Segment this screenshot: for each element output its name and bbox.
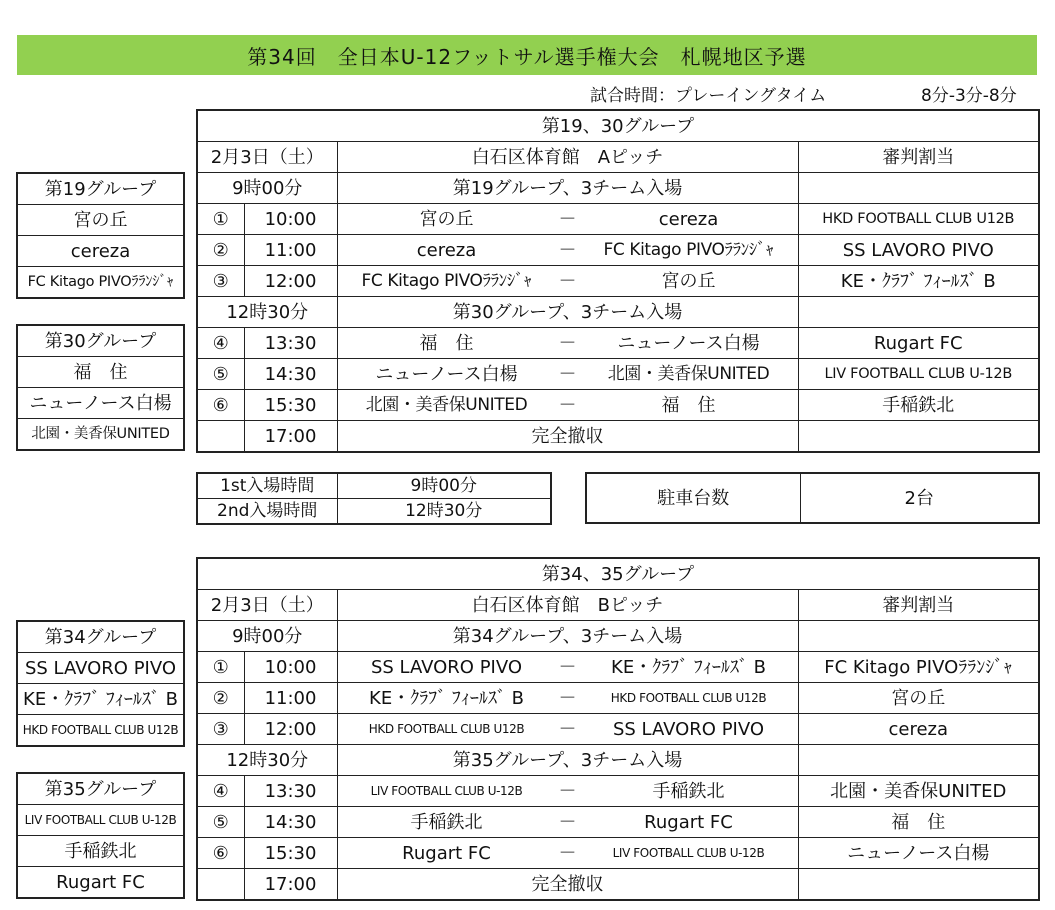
match-row <box>197 683 1039 714</box>
group-team: 手稲鉄北 <box>17 836 184 867</box>
referee: cereza <box>798 714 1039 745</box>
home-team: 北園・美香保UNITED <box>365 394 528 415</box>
matchup <box>337 838 798 869</box>
vs-separator: － <box>558 270 577 292</box>
match-time: 14:30 <box>244 359 337 390</box>
empty-cell <box>798 297 1039 328</box>
entry-row <box>197 297 1039 328</box>
parking-box <box>585 472 1040 524</box>
parking-label: 駐車台数 <box>586 473 800 523</box>
empty-cell <box>798 869 1039 901</box>
entry-text: 第30グループ、3チーム入場 <box>337 297 798 328</box>
matchup <box>337 266 798 297</box>
away-team: Rugart FC <box>644 811 733 833</box>
match-row <box>197 204 1039 235</box>
group-team: FC Kitago PIVOﾗﾗﾝｼﾞｬ <box>17 267 184 299</box>
match-no: ⑤ <box>197 807 244 838</box>
schedule-a-venue: 白石区体育館 Aピッチ <box>337 142 798 173</box>
empty-cell <box>197 869 244 901</box>
match-time: 13:30 <box>244 776 337 807</box>
away-team: SS LAVORO PIVO <box>612 718 765 740</box>
match-time-label: 試合時間：プレーイングタイム <box>590 86 827 106</box>
closing-time: 17:00 <box>244 869 337 901</box>
vs-separator: － <box>558 332 577 354</box>
match-row <box>197 235 1039 266</box>
entry-time: 12時30分 <box>197 745 337 776</box>
referee: KE・ｸﾗﾌﾞ ﾌｨｰﾙｽﾞ B <box>798 266 1039 297</box>
away-team: 福 住 <box>661 394 716 416</box>
match-row <box>197 328 1039 359</box>
home-team: LIV FOOTBALL CLUB U-12B <box>370 783 523 798</box>
home-team: KE・ｸﾗﾌﾞ ﾌｨｰﾙｽﾞ B <box>369 687 524 709</box>
closing-time: 17:00 <box>244 421 337 453</box>
matchup <box>337 776 798 807</box>
matchup <box>337 652 798 683</box>
group-box-19 <box>16 172 185 299</box>
match-no: ⑤ <box>197 359 244 390</box>
match-no: ② <box>197 683 244 714</box>
home-team: 宮の丘 <box>419 208 474 230</box>
entry-text: 第34グループ、3チーム入場 <box>337 621 798 652</box>
referee: FC Kitago PIVOﾗﾗﾝｼﾞｬ <box>798 652 1039 683</box>
away-team: LIV FOOTBALL CLUB U-12B <box>612 845 765 860</box>
vs-separator: － <box>558 811 577 833</box>
group-team: LIV FOOTBALL CLUB U-12B <box>17 805 184 836</box>
match-time-value: 8分-3分-8分 <box>921 86 1017 106</box>
referee: 手稲鉄北 <box>798 390 1039 421</box>
away-team: cereza <box>658 208 719 230</box>
match-time: 15:30 <box>244 390 337 421</box>
match-no: ① <box>197 652 244 683</box>
referee: 宮の丘 <box>798 683 1039 714</box>
entry-time-value: 12時30分 <box>337 499 551 525</box>
matchup <box>337 683 798 714</box>
away-team: FC Kitago PIVOﾗﾗﾝｼﾞｬ <box>603 239 774 260</box>
home-team: cereza <box>416 239 477 261</box>
group-box-35 <box>16 772 185 899</box>
away-team: 手稲鉄北 <box>652 780 725 802</box>
closing-text: 完全撤収 <box>337 869 798 901</box>
entry-row <box>197 173 1039 204</box>
match-no: ③ <box>197 266 244 297</box>
vs-separator: － <box>558 363 577 385</box>
match-row <box>197 390 1039 421</box>
entry-time-label: 2nd入場時間 <box>197 499 337 525</box>
closing-row <box>197 869 1039 901</box>
match-no: ⑥ <box>197 390 244 421</box>
match-row <box>197 652 1039 683</box>
group-name: 第19グループ <box>17 173 184 205</box>
vs-separator: － <box>558 208 577 230</box>
match-time: 10:00 <box>244 204 337 235</box>
vs-separator: － <box>558 842 577 864</box>
group-name: 第35グループ <box>17 773 184 805</box>
match-time: 15:30 <box>244 838 337 869</box>
matchup <box>337 204 798 235</box>
entry-row <box>197 745 1039 776</box>
schedule-a-date: 2月3日（土） <box>197 142 337 173</box>
group-team: 宮の丘 <box>17 205 184 236</box>
page-title: 第34回 全日本U-12フットサル選手権大会 札幌地区予選 <box>247 44 807 69</box>
matchup <box>337 714 798 745</box>
empty-cell <box>197 421 244 453</box>
match-row <box>197 714 1039 745</box>
referee: 福 住 <box>798 807 1039 838</box>
schedule-b-venue: 白石区体育館 Bピッチ <box>337 590 798 621</box>
away-team: 北園・美香保UNITED <box>607 363 770 384</box>
match-time: 12:00 <box>244 714 337 745</box>
matchup <box>337 359 798 390</box>
vs-separator: － <box>558 687 577 709</box>
empty-cell <box>798 745 1039 776</box>
entry-time-label: 1st入場時間 <box>197 473 337 499</box>
schedule-a-referee-header: 審判割当 <box>798 142 1039 173</box>
match-row <box>197 359 1039 390</box>
closing-text: 完全撤収 <box>337 421 798 453</box>
matchup <box>337 390 798 421</box>
group-team: Rugart FC <box>17 867 184 899</box>
vs-separator: － <box>558 239 577 261</box>
match-time: 14:30 <box>244 807 337 838</box>
schedule-b-header: 第34、35グループ <box>197 558 1039 590</box>
entry-text: 第19グループ、3チーム入場 <box>337 173 798 204</box>
empty-cell <box>798 173 1039 204</box>
home-team: ニューノース白楊 <box>375 363 518 385</box>
group-team: 北園・美香保UNITED <box>17 419 184 451</box>
match-time: 12:00 <box>244 266 337 297</box>
vs-separator: － <box>558 394 577 416</box>
group-box-30 <box>16 324 185 451</box>
home-team: Rugart FC <box>402 842 491 864</box>
schedule-table-b <box>196 557 1040 901</box>
vs-separator: － <box>558 780 577 802</box>
group-name: 第34グループ <box>17 621 184 653</box>
entry-times-box <box>196 472 552 525</box>
matchup <box>337 235 798 266</box>
away-team: 宮の丘 <box>661 270 716 292</box>
schedule-table-a <box>196 109 1040 453</box>
empty-cell <box>798 421 1039 453</box>
match-row <box>197 266 1039 297</box>
away-team: HKD FOOTBALL CLUB U12B <box>610 690 767 705</box>
empty-cell <box>798 621 1039 652</box>
entry-time: 12時30分 <box>197 297 337 328</box>
home-team: HKD FOOTBALL CLUB U12B <box>368 721 525 736</box>
group-name: 第30グループ <box>17 325 184 357</box>
referee: SS LAVORO PIVO <box>798 235 1039 266</box>
referee: 北園・美香保UNITED <box>798 776 1039 807</box>
vs-separator: － <box>558 656 577 678</box>
entry-text: 第35グループ、3チーム入場 <box>337 745 798 776</box>
match-row <box>197 776 1039 807</box>
away-team: KE・ｸﾗﾌﾞ ﾌｨｰﾙｽﾞ B <box>611 656 766 678</box>
matchup <box>337 328 798 359</box>
match-no: ② <box>197 235 244 266</box>
match-no: ④ <box>197 776 244 807</box>
home-team: SS LAVORO PIVO <box>370 656 523 678</box>
referee: Rugart FC <box>798 328 1039 359</box>
group-team: cereza <box>17 236 184 267</box>
match-no: ④ <box>197 328 244 359</box>
match-time: 10:00 <box>244 652 337 683</box>
home-team: 手稲鉄北 <box>410 811 483 833</box>
group-team: KE・ｸﾗﾌﾞ ﾌｨｰﾙｽﾞ B <box>17 684 184 715</box>
match-row <box>197 807 1039 838</box>
referee: HKD FOOTBALL CLUB U12B <box>798 204 1039 235</box>
entry-time: 9時00分 <box>197 621 337 652</box>
schedule-a-header: 第19、30グループ <box>197 110 1039 142</box>
parking-value: 2台 <box>800 473 1039 523</box>
page-title-banner <box>17 35 1037 75</box>
entry-row <box>197 621 1039 652</box>
match-row <box>197 838 1039 869</box>
match-time: 11:00 <box>244 235 337 266</box>
entry-time: 9時00分 <box>197 173 337 204</box>
matchup <box>337 807 798 838</box>
schedule-b-referee-header: 審判割当 <box>798 590 1039 621</box>
group-team: 福 住 <box>17 357 184 388</box>
group-box-34 <box>16 620 185 747</box>
referee: LIV FOOTBALL CLUB U-12B <box>798 359 1039 390</box>
match-time: 13:30 <box>244 328 337 359</box>
referee: ニューノース白楊 <box>798 838 1039 869</box>
match-no: ① <box>197 204 244 235</box>
entry-time-value: 9時00分 <box>337 473 551 499</box>
match-no: ③ <box>197 714 244 745</box>
schedule-b-date: 2月3日（土） <box>197 590 337 621</box>
match-no: ⑥ <box>197 838 244 869</box>
away-team: ニューノース白楊 <box>617 332 760 354</box>
home-team: FC Kitago PIVOﾗﾗﾝｼﾞｬ <box>361 270 532 291</box>
home-team: 福 住 <box>419 332 474 354</box>
group-team: HKD FOOTBALL CLUB U12B <box>17 715 184 747</box>
group-team: ニューノース白楊 <box>17 388 184 419</box>
group-team: SS LAVORO PIVO <box>17 653 184 684</box>
closing-row <box>197 421 1039 453</box>
vs-separator: － <box>558 718 577 740</box>
match-time: 11:00 <box>244 683 337 714</box>
